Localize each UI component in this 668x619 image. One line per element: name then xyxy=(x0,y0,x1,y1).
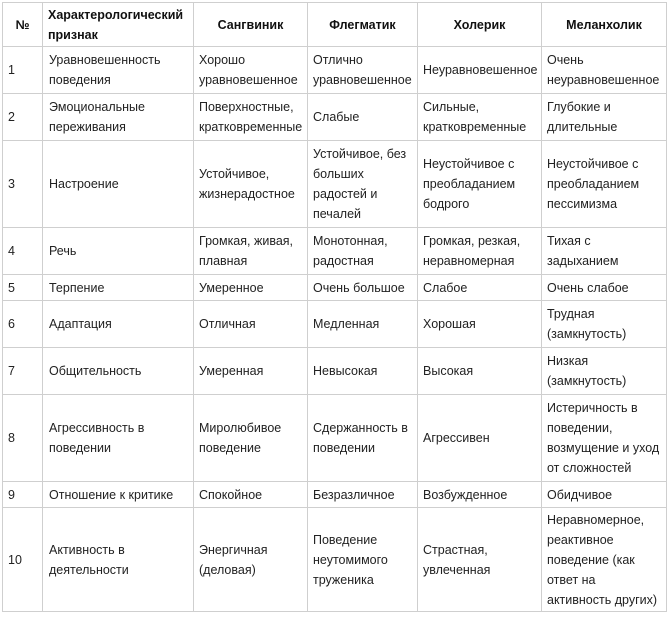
temperament-table xyxy=(2,2,667,612)
choleric-cell: Страстная, увлеченная xyxy=(418,508,542,612)
choleric-cell: Хорошая xyxy=(418,301,542,348)
header-melancholic: Меланхолик xyxy=(542,3,667,47)
table-row xyxy=(3,508,667,612)
trait-cell: Адаптация xyxy=(43,301,194,348)
header-row xyxy=(3,3,667,47)
table-row xyxy=(3,141,667,228)
trait-cell: Терпение xyxy=(43,275,194,301)
sanguine-cell: Громкая, живая, плавная xyxy=(194,228,308,275)
row-number: 10 xyxy=(3,508,43,612)
trait-cell: Речь xyxy=(43,228,194,275)
row-number: 2 xyxy=(3,94,43,141)
row-number: 7 xyxy=(3,348,43,395)
sanguine-cell: Энергичная (деловая) xyxy=(194,508,308,612)
melancholic-cell: Низкая (замкнутость) xyxy=(542,348,667,395)
table-row xyxy=(3,348,667,395)
header-choleric: Холерик xyxy=(418,3,542,47)
trait-cell: Агрессивность в поведении xyxy=(43,395,194,482)
row-number: 3 xyxy=(3,141,43,228)
phlegmatic-cell: Невысокая xyxy=(308,348,418,395)
choleric-cell: Высокая xyxy=(418,348,542,395)
sanguine-cell: Умеренная xyxy=(194,348,308,395)
table-row xyxy=(3,395,667,482)
table-row xyxy=(3,94,667,141)
melancholic-cell: Трудная (замкнутость) xyxy=(542,301,667,348)
row-number: 8 xyxy=(3,395,43,482)
header-number: № xyxy=(3,3,43,47)
trait-cell: Уравновешенность поведения xyxy=(43,47,194,94)
melancholic-cell: Очень слабое xyxy=(542,275,667,301)
melancholic-cell: Очень неуравновешенное xyxy=(542,47,667,94)
phlegmatic-cell: Сдержанность в поведении xyxy=(308,395,418,482)
header-phlegmatic: Флегматик xyxy=(308,3,418,47)
trait-cell: Настроение xyxy=(43,141,194,228)
phlegmatic-cell: Устойчивое, без больших радостей и печалей xyxy=(308,141,418,228)
table-row xyxy=(3,228,667,275)
choleric-cell: Слабое xyxy=(418,275,542,301)
phlegmatic-cell: Очень большое xyxy=(308,275,418,301)
choleric-cell: Громкая, резкая, неравномерная xyxy=(418,228,542,275)
row-number: 5 xyxy=(3,275,43,301)
choleric-cell: Агрессивен xyxy=(418,395,542,482)
table-row xyxy=(3,275,667,301)
choleric-cell: Возбужденное xyxy=(418,482,542,508)
phlegmatic-cell: Слабые xyxy=(308,94,418,141)
row-number: 4 xyxy=(3,228,43,275)
trait-cell: Отношение к критике xyxy=(43,482,194,508)
phlegmatic-cell: Безразличное xyxy=(308,482,418,508)
table-row xyxy=(3,482,667,508)
choleric-cell: Неустойчивое с преобладанием бодрого xyxy=(418,141,542,228)
table-row xyxy=(3,301,667,348)
melancholic-cell: Истеричность в поведении, возмущение и уход от сложностей xyxy=(542,395,667,482)
sanguine-cell: Устойчивое, жизнерадостное xyxy=(194,141,308,228)
melancholic-cell: Обидчивое xyxy=(542,482,667,508)
row-number: 1 xyxy=(3,47,43,94)
phlegmatic-cell: Поведение неутомимого труженика xyxy=(308,508,418,612)
melancholic-cell: Неустойчивое с преобладанием пессимизма xyxy=(542,141,667,228)
trait-cell: Активность в деятельности xyxy=(43,508,194,612)
row-number: 6 xyxy=(3,301,43,348)
row-number: 9 xyxy=(3,482,43,508)
header-sanguine: Сангвиник xyxy=(194,3,308,47)
phlegmatic-cell: Медленная xyxy=(308,301,418,348)
sanguine-cell: Поверхностные, кратковременные xyxy=(194,94,308,141)
sanguine-cell: Спокойное xyxy=(194,482,308,508)
header-trait: Характерологический признак xyxy=(43,3,194,47)
trait-cell: Общительность xyxy=(43,348,194,395)
choleric-cell: Неуравновешенное xyxy=(418,47,542,94)
sanguine-cell: Умеренное xyxy=(194,275,308,301)
melancholic-cell: Неравномерное, реактивное поведение (как ответ на активность других) xyxy=(542,508,667,612)
phlegmatic-cell: Отлично уравновешенное xyxy=(308,47,418,94)
melancholic-cell: Тихая с задыханием xyxy=(542,228,667,275)
table-row xyxy=(3,47,667,94)
choleric-cell: Сильные, кратковременные xyxy=(418,94,542,141)
phlegmatic-cell: Монотонная, радостная xyxy=(308,228,418,275)
trait-cell: Эмоциональные переживания xyxy=(43,94,194,141)
sanguine-cell: Отличная xyxy=(194,301,308,348)
melancholic-cell: Глубокие и длительные xyxy=(542,94,667,141)
sanguine-cell: Миролюбивое поведение xyxy=(194,395,308,482)
sanguine-cell: Хорошо уравновешенное xyxy=(194,47,308,94)
